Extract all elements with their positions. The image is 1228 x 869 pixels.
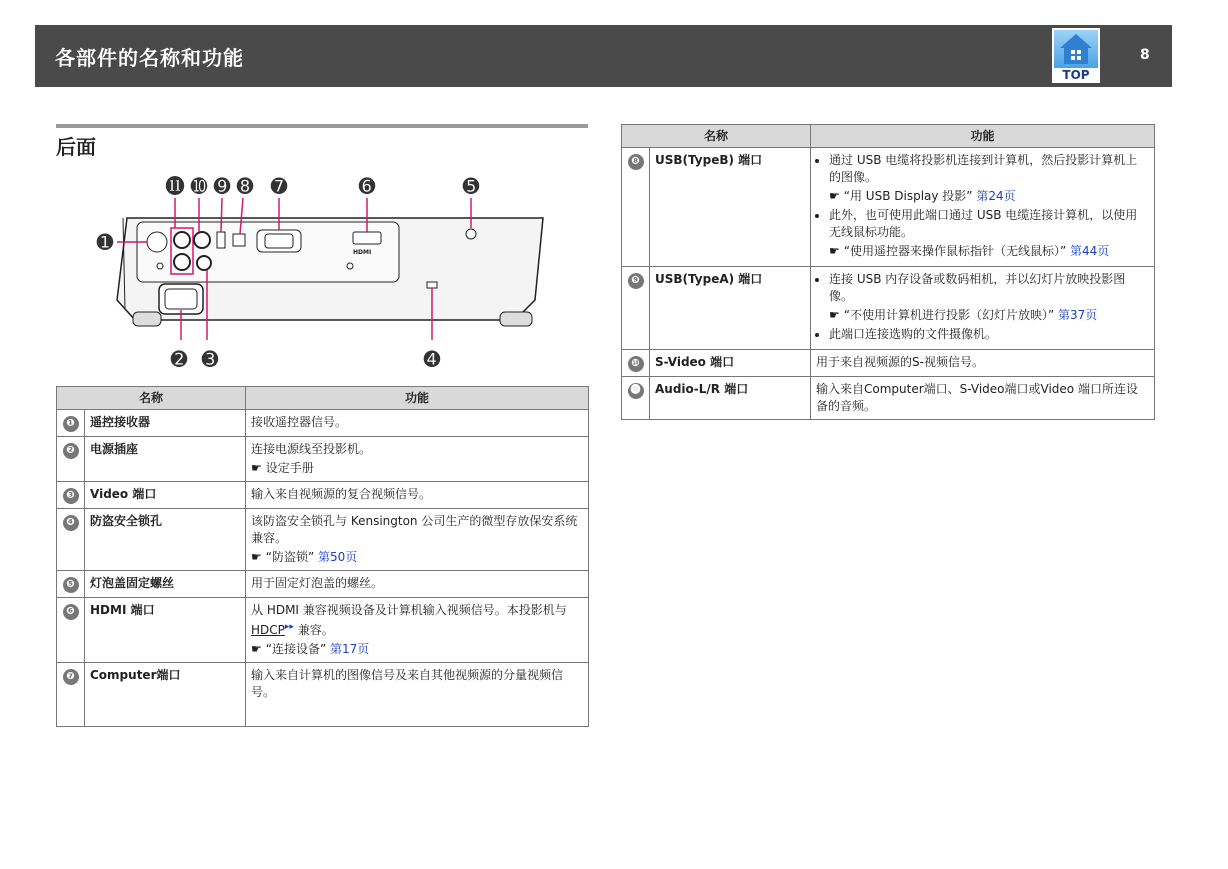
callout-7: ➐	[270, 174, 288, 198]
ref-text: “使用遥控器来操作鼠标指针（无线鼠标）”	[843, 244, 1067, 258]
callout-11: ⓫	[165, 174, 185, 198]
pointing-hand-icon: ☛	[829, 189, 840, 203]
ref-text: “不使用计算机进行投影（幻灯片放映）”	[843, 308, 1055, 322]
callout-6: ➏	[358, 174, 376, 198]
table-row	[57, 598, 589, 663]
part-name: Audio-L/R 端口	[650, 377, 811, 420]
callout-5: ➎	[462, 174, 480, 198]
row-number: ❸	[63, 488, 79, 504]
top-label: TOP	[1062, 68, 1090, 82]
table-row	[622, 148, 1155, 267]
row-number: ⓫	[628, 383, 644, 399]
page-link[interactable]: 第37页	[1058, 308, 1098, 322]
part-desc: 连接电源线至投影机。	[251, 442, 372, 456]
part-desc: 输入来自视频源的复合视频信号。	[246, 482, 589, 509]
table-row	[622, 377, 1155, 420]
part-name: Computer端口	[85, 663, 246, 727]
pointing-hand-icon: ☛	[829, 308, 840, 322]
part-name: 防盗安全锁孔	[85, 509, 246, 571]
part-name: 灯泡盖固定螺丝	[85, 571, 246, 598]
bullet-text: • 此外，也可使用此端口通过 USB 电缆连接计算机，以使用无线鼠标功能。	[829, 208, 1138, 239]
page-title: 各部件的名称和功能	[55, 46, 244, 70]
ref-text: “用 USB Display 投影”	[843, 189, 973, 203]
ref-text: “防盗锁”	[265, 550, 315, 564]
part-name: USB(TypeB) 端口	[650, 148, 811, 267]
page-link[interactable]: 第17页	[330, 642, 370, 656]
table-row	[57, 509, 589, 571]
section-divider	[56, 124, 588, 128]
row-number: ❻	[63, 604, 79, 620]
part-name: 遥控接收器	[85, 410, 246, 437]
glossary-term[interactable]: HDCP	[251, 623, 285, 637]
row-number: ❼	[63, 669, 79, 685]
header-name: 名称	[622, 125, 811, 148]
part-desc: 该防盗安全锁孔与 Kensington 公司生产的微型存放保安系统兼容。	[251, 514, 578, 545]
table-row	[57, 571, 589, 598]
row-number: ❾	[628, 273, 644, 289]
callout-3: ➌	[201, 347, 219, 370]
part-desc: 接收遥控器信号。	[246, 410, 589, 437]
table-row	[57, 482, 589, 509]
pointing-hand-icon: ☛	[829, 244, 840, 258]
home-icon	[1054, 30, 1098, 68]
table-row	[57, 437, 589, 482]
header-function: 功能	[811, 125, 1155, 148]
pointing-hand-icon: ☛	[251, 461, 262, 475]
page-header	[35, 25, 1172, 87]
bullet-text: • 通过 USB 电缆将投影机连接到计算机，然后投影计算机上的图像。	[829, 153, 1138, 184]
callout-8: ➑	[236, 174, 254, 198]
table-row	[622, 350, 1155, 377]
section-title: 后面	[56, 135, 96, 159]
row-number: ❿	[628, 356, 644, 372]
table-row	[622, 267, 1155, 350]
top-button[interactable]	[1052, 28, 1100, 83]
callout-4: ➍	[423, 347, 441, 370]
bullet-text: • 此端口连接选购的文件摄像机。	[829, 327, 998, 341]
part-name: HDMI 端口	[85, 598, 246, 663]
page-number: 8	[1140, 47, 1150, 63]
header-function: 功能	[246, 387, 589, 410]
part-name: 电源插座	[85, 437, 246, 482]
page-link[interactable]: 第44页	[1070, 244, 1110, 258]
parts-table-right	[621, 124, 1155, 420]
callout-9: ➒	[213, 174, 231, 198]
part-desc: 用于来自视频源的S-视频信号。	[811, 350, 1155, 377]
part-desc: 用于固定灯泡盖的螺丝。	[246, 571, 589, 598]
part-name: S-Video 端口	[650, 350, 811, 377]
ref-text: 设定手册	[265, 461, 314, 475]
projector-rear-diagram	[95, 170, 545, 370]
ref-text: “连接设备”	[265, 642, 327, 656]
callout-2: ➋	[170, 347, 188, 370]
bullet-text: • 连接 USB 内存设备或数码相机，并以幻灯片放映投影图像。	[829, 272, 1126, 303]
row-number: ❶	[63, 416, 79, 432]
pointing-hand-icon: ☛	[251, 550, 262, 564]
part-name: USB(TypeA) 端口	[650, 267, 811, 350]
part-desc-tail: 兼容。	[293, 623, 334, 637]
pointing-hand-icon: ☛	[251, 642, 262, 656]
page-link[interactable]: 第50页	[318, 550, 358, 564]
parts-table-left	[56, 386, 589, 727]
row-number: ❺	[63, 577, 79, 593]
row-number: ❹	[63, 515, 79, 531]
callout-10: ➓	[190, 174, 208, 198]
part-desc: 输入来自计算机的图像信号及来自其他视频源的分量视频信号。	[246, 663, 589, 727]
part-name: Video 端口	[85, 482, 246, 509]
callout-1: ➊	[96, 230, 114, 254]
part-desc: 从 HDMI 兼容视频设备及计算机输入视频信号。本投影机与	[251, 603, 567, 617]
row-number: ❷	[63, 443, 79, 459]
hdmi-label: HDMI	[353, 249, 372, 256]
table-row	[57, 410, 589, 437]
glossary-arrow-icon[interactable]: ▸▸	[284, 622, 294, 632]
part-desc: 输入来自Computer端口、S-Video端口或Video 端口所连设备的音频。	[811, 377, 1155, 420]
row-number: ❽	[628, 154, 644, 170]
table-row	[57, 663, 589, 727]
page-link[interactable]: 第24页	[976, 189, 1016, 203]
header-name: 名称	[57, 387, 246, 410]
